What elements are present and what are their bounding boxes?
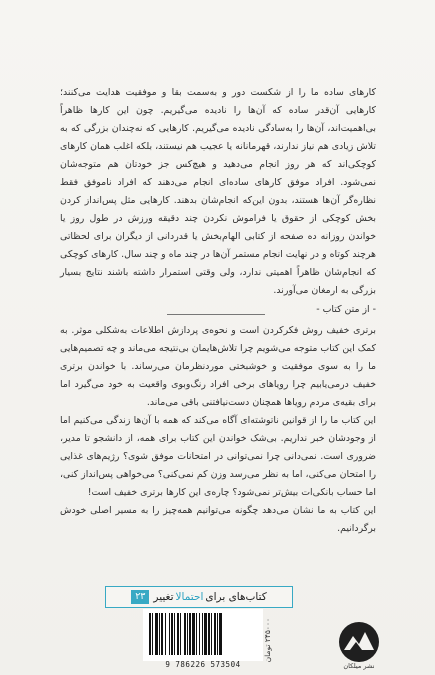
excerpt-text: کارهای ساده ما را از شکست دور و به‌سمت بقا و موفقیت هدایت می‌کنند؛ کارهایی آن‌قدر ساده که آن‌ها را نادیده می‌گیریم. چون این کارها ظاهراً بی‌اهمیت‌اند، آن‌ها را به‌سادگی نادیده می‌گیریم. کارهایی که نه‌چندان بزرگی که به تلاش زیادی هم نیاز ندارند، قهرمانانه یا عجیب هم نیستند، بلکه اغلب همان کارهای کوچکی‌اند که هر روز انجام می‌دهید و هیچ‌کس جز خودتان هم متوجه‌شان نمی‌شود. افراد موفق کارهای ساده‌ای انجام می‌دهند که افراد ناموفق فقط نظاره‌گر آن‌ها هستند، بدون این‌که انجام‌شان بدهند. کارهایی مثل پس‌انداز کردن بخش کوچکی از حقوق یا فراموش نکردن چند دقیقه ورزش در طول روز یا خواندن روزانه ده صفحه از کتابی الهام‌بخش یا قدردانی از دیگران برای لحظاتی هرچند کوتاه و در نهایت انجام مستمر آن‌ها در چند ماه و چند سال. کارهای کوچکی که انجام‌شان ظاهراً اهمیتی ندارد، ولی وقتی استمرار داشته باشند نتایج بسیار بزرگی به ارمغان می‌آورند. [60, 87, 376, 296]
excerpt-source: - از متن کتاب - [316, 304, 376, 315]
description-paragraph-3: این کتاب به ما نشان می‌دهد چگونه می‌توانیم همه‌چیز را به مسیر اصلی خودش برگردانیم. [60, 505, 376, 534]
barcode-digits: 9 786226 573504 [165, 660, 241, 669]
publisher-name: نشر میلکان [343, 662, 375, 670]
section-divider [167, 314, 265, 315]
series-prefix: کتاب‌های برای [205, 591, 267, 603]
description-paragraph-2: این کتاب ما را از قوانین ناتوشته‌ای آگاه می‌کند که همه با آن‌ها زندگی می‌کنیم اما از وجودشان خبر نداریم. بی‌شک خواندن این کتاب برای همه، از دانشجو تا مدیر، ضروری است. نمی‌دانی چرا نمی‌توانی در امتحانات موفق شوی؟ رژیم‌های غذایی را امتحان می‌کنی، اما به نظر می‌رسد وزن کم نمی‌کنی؟ می‌خواهی پس‌انداز کنی، اما حساب بانکی‌ات بیش‌تر نمی‌شود؟ چاره‌ی این کارها برتری خفیف است! [60, 415, 376, 498]
price-label: ۲۴۵۰۰۰ تومان [263, 618, 272, 663]
barcode [143, 609, 263, 661]
series-badge [105, 586, 293, 608]
description-paragraph-1: برتری خفیف روش فکرکردن است و نحوه‌ی پردازش اطلاعات به‌شکلی موثر. به کمک این کتاب متوجه می‌شویم چرا تلاش‌هایمان بی‌نتیجه می‌ماند و چه تصمیم‌هایی ما را به سوی موفقیت و خوشبختی موردنظرمان می‌رساند. با خواندن برتری خفیف درمی‌یابیم چرا رویاهای برخی افراد رنگ‌وبوی واقعیت به خود می‌گیرد اما برای بقیه‌ی مردم رویاها همچنان دست‌نیافتنی باقی می‌ماند. [60, 325, 376, 408]
series-accent: احتمالا [175, 591, 204, 603]
series-suffix: تغییر [153, 591, 174, 603]
series-number: ۲۳ [131, 590, 149, 604]
barcode-icon [143, 609, 263, 659]
publisher-logo-icon [336, 620, 382, 664]
book-description [60, 322, 376, 538]
book-excerpt [60, 84, 376, 319]
